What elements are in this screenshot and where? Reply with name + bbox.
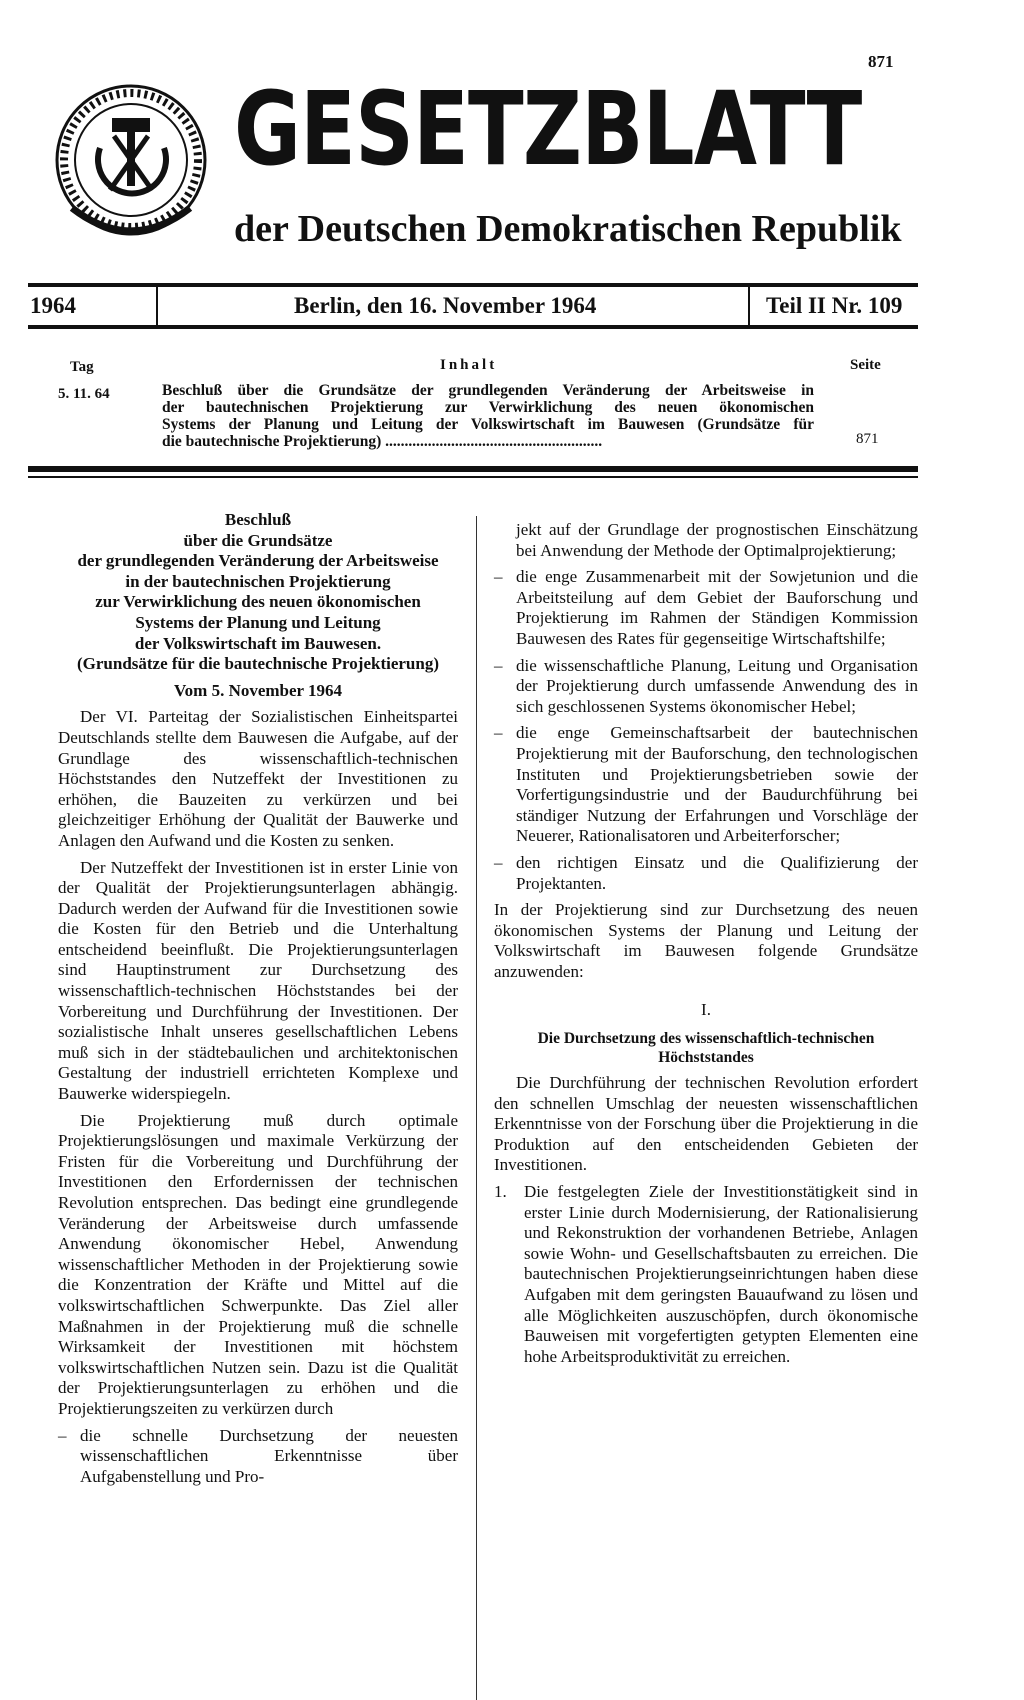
bullet-dash: – [494,655,503,675]
issue-year: 1964 [30,293,76,318]
page-number: 871 [868,52,894,71]
masthead-title: GESETZBLATT [234,70,862,189]
article-paragraph: Die Projektierung muß durch optimale Projektierungslösungen und maximale Verkürzung der Fristen für die Vorbereitung und Durchführung der Investitionen den Erfordernissen der technischen Revolution entsprechen. Das bedingt eine grundlegende Veränderung der Arbeitsweise durch umfassende Anwendung ökonomischer Hebel, Anwendung wissenschaftlicher Methoden in der Projektierung sowie die Konzentration der Kräfte und Mittel auf die volkswirtschaftlichen Schwerpunkte. Das Ziel aller Maßnahmen in der Projektierung muß die schnelle Wirksamkeit der Investitionen mit höchstem volkswirtschaftlichen Nutzen sein. Dazu ist die Qualität der Projektierungsunterlagen zu erhöhen und die Projektierungszeiten zu verkürzen durch [58,1110,458,1418]
section-number: I. [701,1000,711,1020]
bullet-dash: – [494,723,503,743]
bullet-item [58,1426,458,1488]
column-divider [476,516,477,1700]
article-heading-line: in der bautechnischen Projektierung [125,571,391,591]
article-paragraph: In der Projektierung sind zur Durchsetzung des neuen ökonomischen Systems der Planung und Leitung der Volkswirtschaft im Bauwesen folgende Grundsätze anzuwenden: [494,900,918,981]
item-text: Die festgelegten Ziele der Investitionstätigkeit sind in erster Linie durch Modernisierung, der Rationalisierung und Rekonstruktion der vorhandenen Betriebe, Anlagen sowie Wohn- und Gesellschaftsbauten zu erreichen. Die bautechnischen Projektierungseinrichtungen haben diese Aufgaben mit dem geringsten Bauaufwand zu lösen und alle Möglichkeiten auszuschöpfen, durch ökonomische Bauweisen mit vorgefertigten getypten Elementen eine hohe Arbeitsproduktivität zu erreichen. [524,1182,918,1366]
article-paragraph: Der Nutzeffekt der Investitionen ist in erster Linie von der Qualität der Projektierungsunterlagen abhängig. Dadurch werden der Aufwand für die Investitionen sowie die Kosten für den Betrieb und die Unterhaltung entscheidend beeinflußt. Die Projektierungsunterlagen sind Hauptinstrument zur Durchsetzung des wissenschaftlich-technischen Höchststandes bei der Vorbereitung und Durchführung der Investitionen. Der sozialistische Inhalt unseres gesellschaftlichen Lebens muß sich in der städtebaulichen und architektonischen Gestaltung der industriell errichteten Komplexe und Bauwerke widerspiegeln. [58,857,458,1104]
toc-entry-title [162,382,814,450]
issue-separator [156,287,158,325]
article-heading [58,510,458,675]
bullet-text: die enge Gemeinschaftsarbeit der bautechnischen Projektierung mit der Bauforschung, den technologischen Instituten und Projektierungsbetrieben sowie der Vorfertigungsindustrie und der Baudurchführung bei ständiger Nutzung der Erfahrungen und Vorschläge der Neuerer, Rationalisatoren und Arbeiterforscher; [516,723,918,846]
toc-entry-page: 871 [856,431,879,447]
issue-rule-bottom [28,325,918,329]
bullet-continuation: jekt auf der Grundlage der prognostischen Einschätzung bei Anwendung der Methode der Optimalprojektierung; [516,520,918,560]
article-column-left [58,510,458,1493]
bullet-text: die wissenschaftliche Planung, Leitung und Organisation der Projektierung durch umfassende Anwendung des in sich geschlossenen Systems ökonomischer Hebel; [516,655,918,716]
issue-place-date: Berlin, den 16. November 1964 [294,293,597,318]
bullet-item [494,853,918,894]
bullet-item [494,656,918,718]
toc-rule [28,476,918,478]
issue-rule-top [28,283,918,287]
gdr-state-emblem-icon [52,78,210,246]
article-date: Vom 5. November 1964 [173,680,343,700]
toc-entry-line: Systems der Planung und Leitung der Volkswirtschaft im Bauwesen (Grundsätze für [162,416,814,433]
issue-part-number: Teil II Nr. 109 [766,293,903,318]
issue-bar [28,283,918,329]
toc-column-page: Seite [850,357,881,373]
article-paragraph: Der VI. Parteitag der Sozialistischen Einheitspartei Deutschlands stellte dem Bauwesen die Aufgabe, auf der Grundlage des wissenschaftlich-technischen Höchststandes den Nutzeffekt der Investitionen zu erhöhen, die Bauzeiten zu verkürzen und bei gleichzeitiger Erhöhung der Qualität der Bauwerke und Anlagen den Aufwand und die Kosten zu senken. [58,707,458,850]
bullet-item [494,567,918,649]
toc-heading: Inhalt [440,357,498,373]
bullet-text: die enge Zusammenarbeit mit der Sowjetunion und die Arbeitsteilung auf dem Gebiet der Bauforschung und Projektierung im Rahmen der Ständigen Kommission Bauwesen des Rates für gegenseitige Wirtschaftshilfe; [516,567,918,648]
section-title [494,1029,918,1067]
section-title-line: Die Durchsetzung des wissenschaftlich-technischen [537,1030,875,1048]
section-intro: Die Durchführung der technischen Revolution erfordert den schnellen Umschlag der neuesten wissenschaftlichen Erkenntnisse von der Forschung über die Projektierung in die Produktion auf den entscheidenden Gebieten der Investitionen. [494,1073,918,1175]
article-heading-line: Beschluß [224,510,292,529]
bullet-dash: – [494,567,503,587]
bullet-dash: – [58,1425,67,1445]
article-column-right [494,520,918,1373]
numbered-item [494,1182,918,1367]
item-number: 1. [494,1182,507,1202]
toc-column-day: Tag [70,359,94,375]
toc-entry-line: die bautechnische Projektierung) ........................................................ [162,433,603,450]
toc-entry-date: 5. 11. 64 [58,386,110,402]
bullet-dash: – [494,852,503,872]
masthead-subtitle: der Deutschen Demokratischen Republik [234,208,902,250]
bullet-item [494,723,918,847]
article-heading-line: über die Grundsätze [183,530,333,550]
toc-rule [28,466,918,472]
bullet-text: die schnelle Durchsetzung der neuesten wissenschaftlichen Erkenntnisse über Aufgabenstellung und Pro- [80,1425,458,1486]
article-heading-line: zur Verwirklichung des neuen ökonomischen [95,592,421,612]
article-heading-line: der Volkswirtschaft im Bauwesen. [134,633,382,653]
article-heading-line: (Grundsätze für die bautechnische Projektierung) [76,654,440,674]
toc-entry-line: der bautechnischen Projektierung zur Verwirklichung des neuen ökonomischen [162,399,814,416]
toc-entry-line: Beschluß über die Grundsätze der grundlegenden Veränderung der Arbeitsweise in [162,382,814,399]
bullet-text: den richtigen Einsatz und die Qualifizierung der Projektanten. [516,852,918,893]
article-heading-line: der grundlegenden Veränderung der Arbeitsweise [77,551,439,571]
article-heading-line: Systems der Planung und Leitung [135,612,381,632]
section-title-line: Höchststandes [658,1049,754,1067]
issue-separator [748,287,750,325]
